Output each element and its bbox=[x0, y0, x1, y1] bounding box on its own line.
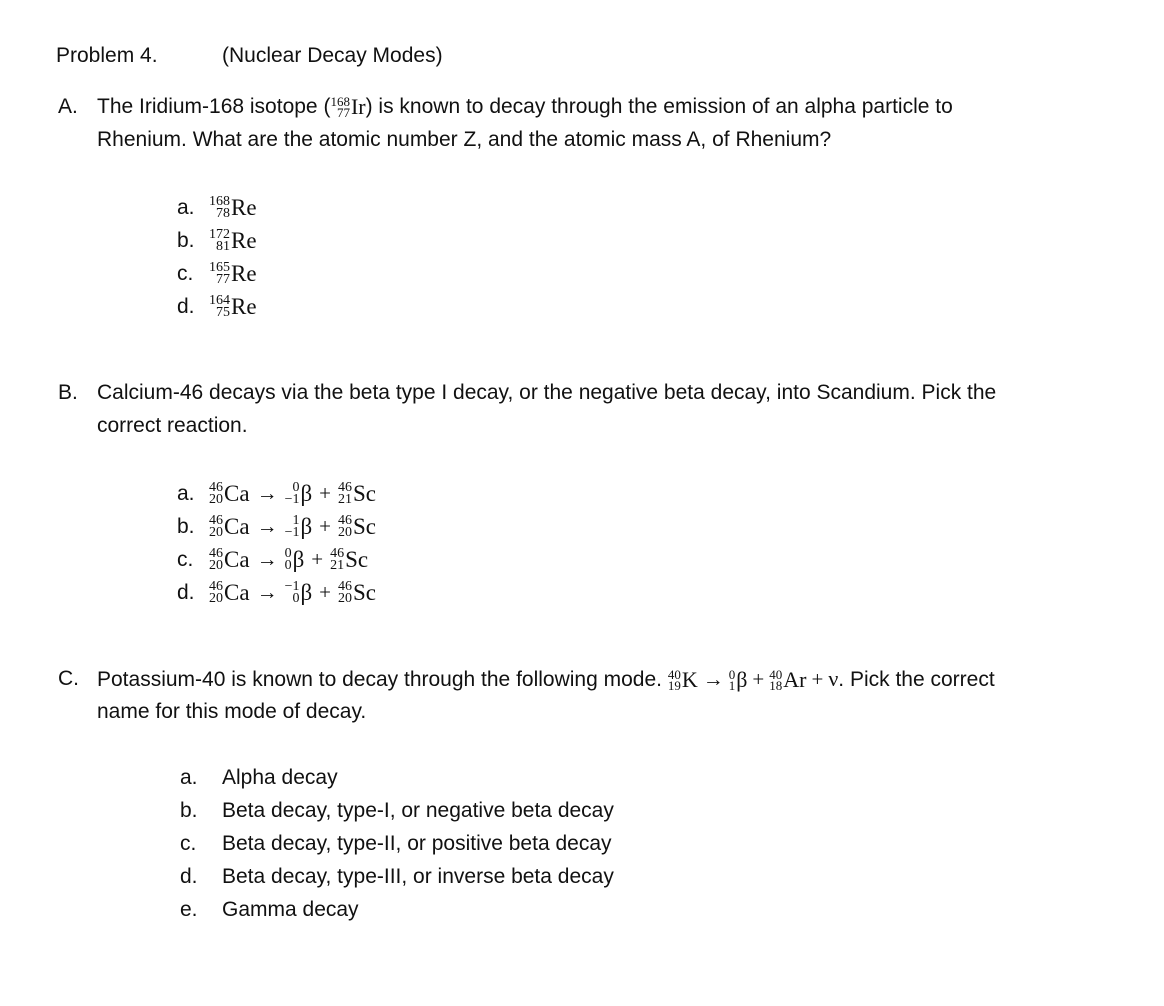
element-symbol: Re bbox=[231, 227, 257, 253]
mass-number: 172 bbox=[209, 226, 230, 242]
scandium-nuclide bbox=[338, 479, 377, 507]
element-symbol: Ca bbox=[224, 513, 250, 539]
option-text: Beta decay, type-I, or negative beta decay bbox=[222, 799, 614, 822]
element-symbol: Sc bbox=[353, 513, 377, 539]
calcium-nuclide bbox=[209, 545, 250, 573]
part-b-letter: B. bbox=[58, 381, 78, 404]
part-c-question-line1 bbox=[97, 662, 995, 696]
neutrino-symbol: ν bbox=[828, 666, 839, 691]
rhenium-nuclide bbox=[209, 292, 257, 320]
plus-sign: + bbox=[311, 547, 324, 571]
plus-sign: + bbox=[319, 514, 332, 538]
mass-number: 0 bbox=[292, 479, 300, 495]
element-symbol: Ca bbox=[224, 546, 250, 572]
part-c-options bbox=[180, 761, 614, 926]
element-symbol: Re bbox=[231, 293, 257, 319]
part-a-option-d[interactable] bbox=[177, 290, 257, 323]
part-b-option-c[interactable] bbox=[177, 543, 376, 576]
option-text: Alpha decay bbox=[222, 766, 338, 789]
beta-particle bbox=[729, 668, 748, 692]
iridium-isotope bbox=[330, 95, 365, 119]
option-text: Beta decay, type-II, or positive beta decay bbox=[222, 832, 612, 855]
option-letter: d. bbox=[177, 294, 195, 318]
atomic-number: 81 bbox=[216, 238, 230, 254]
part-b-option-b[interactable] bbox=[177, 510, 376, 543]
problem-topic: (Nuclear Decay Modes) bbox=[222, 44, 443, 67]
part-b-option-d[interactable] bbox=[177, 576, 376, 609]
option-letter: b. bbox=[177, 228, 195, 252]
element-symbol: Sc bbox=[353, 480, 377, 506]
atomic-number: 20 bbox=[338, 524, 353, 540]
atomic-number: 77 bbox=[216, 271, 230, 287]
plus-sign: + bbox=[319, 580, 332, 604]
part-a-option-a[interactable] bbox=[177, 191, 257, 224]
element-symbol: Re bbox=[231, 194, 257, 220]
part-c-option-a[interactable] bbox=[180, 761, 614, 794]
rhenium-nuclide bbox=[209, 259, 257, 287]
atomic-number: 0 bbox=[284, 557, 292, 573]
scandium-nuclide bbox=[338, 578, 377, 606]
part-a-option-b[interactable] bbox=[177, 224, 257, 257]
beta-particle bbox=[284, 479, 313, 507]
element-symbol: β bbox=[300, 513, 313, 539]
element-symbol: Sc bbox=[345, 546, 369, 572]
option-letter: e. bbox=[180, 897, 198, 921]
option-letter: c. bbox=[177, 547, 194, 571]
option-text: Beta decay, type-III, or inverse beta decay bbox=[222, 865, 614, 888]
atomic-number: 78 bbox=[216, 205, 230, 221]
element-symbol: Ca bbox=[224, 480, 250, 506]
mass-number: 168 bbox=[209, 193, 230, 209]
atomic-number: 20 bbox=[209, 557, 223, 573]
atomic-number: 19 bbox=[667, 678, 681, 694]
part-a-letter: A. bbox=[58, 95, 78, 118]
part-a-text-after: ) is known to decay through the emission of an alpha particle to bbox=[365, 95, 953, 118]
problem-label: Problem 4. bbox=[56, 44, 158, 67]
atomic-number: 20 bbox=[338, 590, 353, 606]
iridium-atomic: 77 bbox=[336, 105, 350, 121]
beta-particle bbox=[284, 512, 313, 540]
scandium-nuclide bbox=[330, 545, 369, 573]
option-letter: c. bbox=[180, 831, 197, 855]
part-c-question-line2: name for this mode of decay. bbox=[97, 700, 367, 723]
atomic-number: 75 bbox=[216, 304, 230, 320]
mass-number: 46 bbox=[330, 545, 345, 561]
part-a-question-line2: Rhenium. What are the atomic number Z, and the atomic mass A, of Rhenium? bbox=[97, 128, 832, 151]
option-letter: d. bbox=[177, 580, 195, 604]
calcium-nuclide bbox=[209, 479, 250, 507]
mass-number: 46 bbox=[209, 545, 223, 561]
part-a-option-c[interactable] bbox=[177, 257, 257, 290]
element-symbol: β bbox=[292, 546, 305, 572]
element-symbol: Ar bbox=[783, 667, 807, 693]
calcium-nuclide bbox=[209, 578, 250, 606]
option-letter: b. bbox=[177, 514, 195, 538]
scandium-nuclide bbox=[338, 512, 377, 540]
rhenium-nuclide bbox=[209, 226, 257, 254]
element-symbol: β bbox=[300, 579, 313, 605]
potassium-nuclide bbox=[668, 668, 698, 692]
part-b-question-line1: Calcium-46 decays via the beta type I decay, or the negative beta decay, into Scandium. Pick the bbox=[97, 381, 997, 404]
element-symbol: Ca bbox=[224, 579, 250, 605]
mass-number: 0 bbox=[728, 667, 736, 683]
atomic-number: 1 bbox=[728, 678, 736, 694]
reaction-arrow: → bbox=[256, 481, 278, 505]
mass-number: 0 bbox=[284, 545, 292, 561]
part-b-question-line2: correct reaction. bbox=[97, 414, 248, 437]
plus-sign: + bbox=[811, 667, 824, 691]
mass-number: 1 bbox=[292, 512, 300, 528]
atomic-number: 21 bbox=[338, 491, 353, 507]
option-letter: d. bbox=[180, 864, 198, 888]
element-symbol: Sc bbox=[353, 579, 377, 605]
plus-sign: + bbox=[752, 667, 765, 691]
reaction-arrow: → bbox=[256, 514, 278, 538]
reaction-arrow: → bbox=[256, 547, 278, 571]
part-c-option-e[interactable] bbox=[180, 893, 614, 926]
option-letter: a. bbox=[180, 765, 198, 789]
plus-sign: + bbox=[319, 481, 332, 505]
iridium-symbol: Ir bbox=[350, 94, 366, 120]
atomic-number: 20 bbox=[209, 590, 223, 606]
atomic-number: −1 bbox=[284, 491, 300, 507]
part-c-text-before: Potassium-40 is known to decay through the following mode. bbox=[97, 668, 662, 691]
reaction-arrow: → bbox=[702, 667, 724, 691]
element-symbol: β bbox=[300, 480, 313, 506]
beta-particle bbox=[284, 545, 305, 573]
mass-number: 46 bbox=[338, 578, 353, 594]
part-c-letter: C. bbox=[58, 667, 79, 690]
element-symbol: Re bbox=[231, 260, 257, 286]
element-symbol: β bbox=[736, 667, 748, 693]
option-letter: a. bbox=[177, 195, 195, 219]
mass-number: 46 bbox=[338, 479, 353, 495]
mass-number: 46 bbox=[338, 512, 353, 528]
option-text: Gamma decay bbox=[222, 898, 359, 921]
reaction-arrow: → bbox=[256, 580, 278, 604]
atomic-number: 21 bbox=[330, 557, 345, 573]
mass-number: 46 bbox=[209, 512, 223, 528]
part-a-question-line1 bbox=[97, 90, 953, 123]
part-c-text-after: . Pick the correct bbox=[838, 668, 995, 691]
argon-nuclide bbox=[769, 668, 806, 692]
iridium-mass: 168 bbox=[330, 94, 350, 110]
calcium-nuclide bbox=[209, 512, 250, 540]
atomic-number: 0 bbox=[292, 590, 300, 606]
part-b-options bbox=[177, 477, 376, 609]
option-letter: b. bbox=[180, 798, 198, 822]
mass-number: 46 bbox=[209, 479, 223, 495]
mass-number: 40 bbox=[667, 667, 681, 683]
part-a-text-before: The Iridium-168 isotope ( bbox=[97, 95, 331, 118]
part-c-option-d[interactable] bbox=[180, 860, 614, 893]
mass-number: 46 bbox=[209, 578, 223, 594]
mass-number: −1 bbox=[284, 578, 300, 594]
atomic-number: −1 bbox=[284, 524, 300, 540]
rhenium-nuclide bbox=[209, 193, 257, 221]
mass-number: 165 bbox=[209, 259, 230, 275]
mass-number: 164 bbox=[209, 292, 230, 308]
part-c-option-c[interactable] bbox=[180, 827, 614, 860]
option-letter: a. bbox=[177, 481, 195, 505]
option-letter: c. bbox=[177, 261, 194, 285]
part-a-options bbox=[177, 191, 257, 323]
beta-particle bbox=[284, 578, 313, 606]
atomic-number: 18 bbox=[769, 678, 783, 694]
element-symbol: K bbox=[681, 667, 698, 693]
part-b-option-a[interactable] bbox=[177, 477, 376, 510]
mass-number: 40 bbox=[769, 667, 783, 683]
part-c-option-b[interactable] bbox=[180, 794, 614, 827]
atomic-number: 20 bbox=[209, 491, 223, 507]
atomic-number: 20 bbox=[209, 524, 223, 540]
